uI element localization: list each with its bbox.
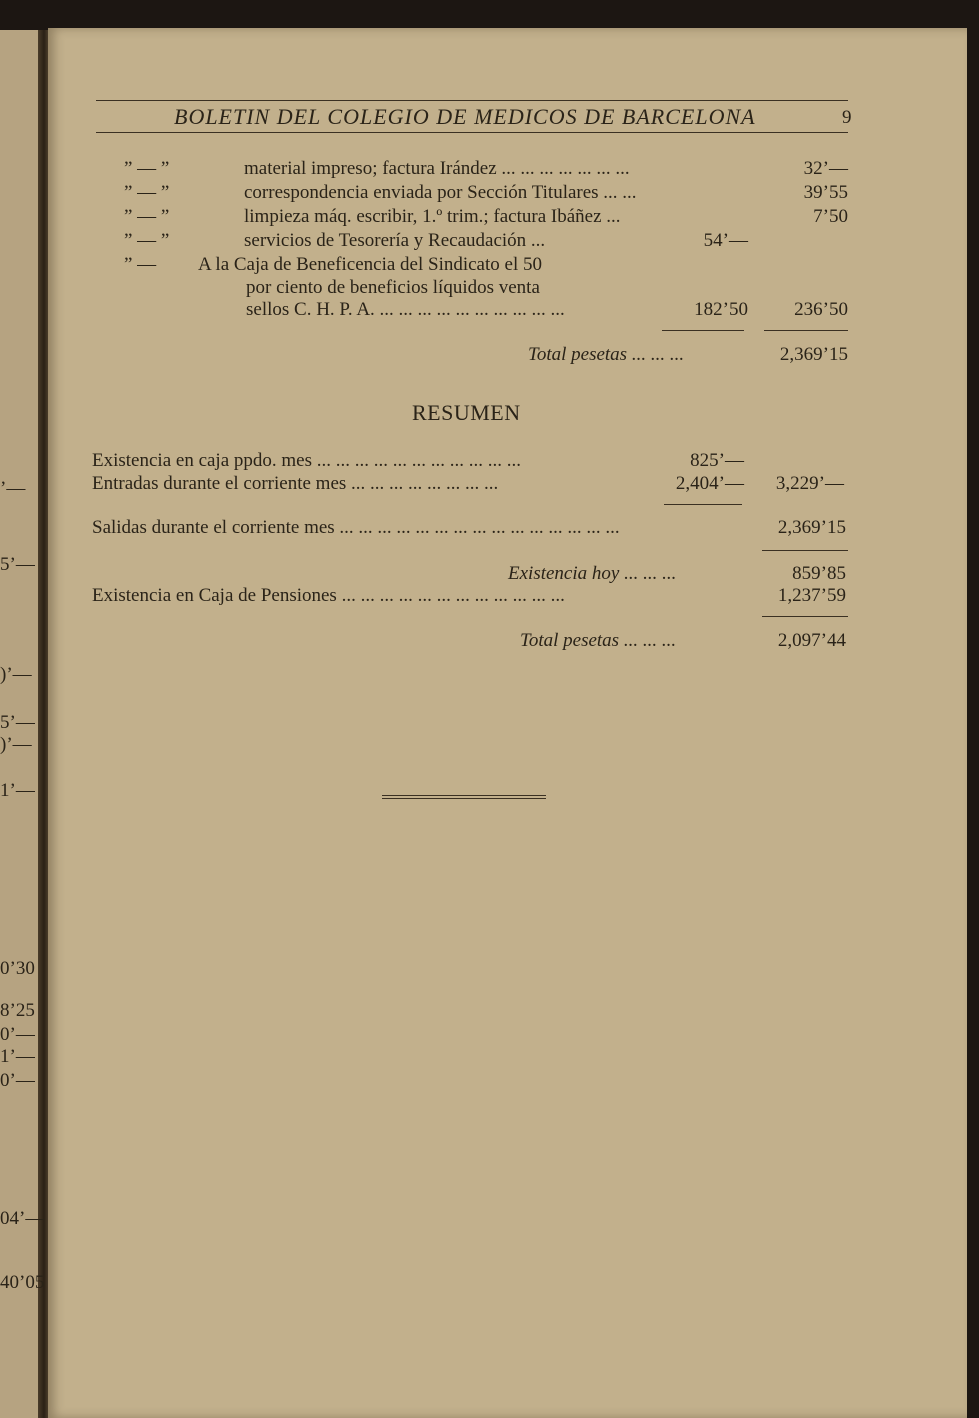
summary-label: Entradas durante el corriente mes ... ... ... ... ... ... ... ...: [92, 473, 499, 494]
summary-label: Existencia en caja ppdo. mes ... ... ... ... ... ... ... ... ... ... ...: [92, 450, 522, 471]
prev-page-number: 04’—: [0, 1208, 45, 1229]
expense-subamount: 182’50: [694, 299, 748, 320]
subtotal-rule: [662, 330, 744, 331]
summary-rule: [664, 504, 742, 505]
prev-page-number: 0’—: [0, 1070, 35, 1091]
expense-subamount: 54’—: [703, 230, 748, 251]
summary-amount: 3,229’—: [775, 473, 844, 494]
prev-page-number: 1’—: [0, 780, 35, 801]
running-header: BOLETIN DEL COLEGIO DE MEDICOS DE BARCELONA: [174, 104, 756, 129]
expense-text: sellos C. H. P. A. ... ... ... ... ... ... ... ... ... ...: [246, 299, 565, 320]
summary-label: Existencia en Caja de Pensiones ... ... ... ... ... ... ... ... ... ... ... ...: [92, 585, 565, 606]
section-heading: RESUMEN: [412, 400, 521, 425]
summary-subamount: 825’—: [690, 450, 744, 471]
end-rule: [382, 798, 546, 799]
prev-page-number: 40’05: [0, 1272, 45, 1293]
summary-label: Salidas durante el corriente mes ... ... ... ... ... ... ... ... ... ... ... ... ... ... ...: [92, 517, 620, 538]
expense-text: material impreso; factura Irández ... ... ... ... ... ... ...: [244, 158, 630, 179]
expense-amount: 32’—: [803, 158, 848, 179]
expense-text: limpieza máq. escribir, 1.º trim.; factura Ibáñez ...: [244, 206, 621, 227]
scan-top-border: [0, 0, 979, 30]
prev-page-number: 5’—: [0, 554, 35, 575]
expense-amount: 39’55: [803, 182, 848, 203]
total-label: Total pesetas ... ... ...: [528, 344, 685, 365]
summary-total-value: 2,097’44: [777, 630, 846, 651]
summary-subamount: 2,404’—: [675, 473, 744, 494]
expense-text: correspondencia enviada por Sección Titulares ... ...: [244, 182, 637, 203]
prev-page-number: )’—: [0, 734, 32, 755]
prev-page-number: ’—: [0, 478, 26, 499]
expense-amount: 236’50: [794, 299, 848, 320]
end-rule: [382, 795, 546, 796]
summary-amount: 2,369’15: [777, 517, 846, 538]
expense-ditto: ” — ”: [124, 230, 170, 251]
prev-page-number: 5’—: [0, 712, 35, 733]
summary-rule: [762, 550, 848, 551]
expense-amount: 7’50: [813, 206, 848, 227]
expense-ditto: ” — ”: [124, 206, 170, 227]
expense-ditto: ” —: [124, 254, 157, 275]
prev-page-number: 1’—: [0, 1046, 35, 1067]
page-number: 9: [842, 107, 852, 128]
header-rule-bottom: [96, 132, 848, 133]
header-rule-top: [96, 100, 848, 101]
summary-amount: 859’85: [792, 563, 846, 584]
summary-label: Existencia hoy ... ... ...: [508, 563, 677, 584]
prev-page-number: 8’25: [0, 1000, 35, 1021]
total-value: 2,369’15: [779, 344, 848, 365]
summary-total-label: Total pesetas ... ... ...: [520, 630, 677, 651]
prev-page-number: 0’—: [0, 1024, 35, 1045]
prev-page-number: 0’30: [0, 958, 35, 979]
expense-ditto: ” — ”: [124, 158, 170, 179]
expense-text: por ciento de beneficios líquidos venta: [246, 277, 540, 298]
scan-right-border: [967, 0, 979, 1418]
prev-page-number: )’—: [0, 664, 32, 685]
subtotal-rule: [764, 330, 848, 331]
expense-ditto: ” — ”: [124, 182, 170, 203]
expense-text: A la Caja de Beneficencia del Sindicato el 50: [198, 254, 542, 275]
summary-rule: [762, 616, 848, 617]
expense-text: servicios de Tesorería y Recaudación ...: [244, 230, 546, 251]
summary-amount: 1,237’59: [777, 585, 846, 606]
